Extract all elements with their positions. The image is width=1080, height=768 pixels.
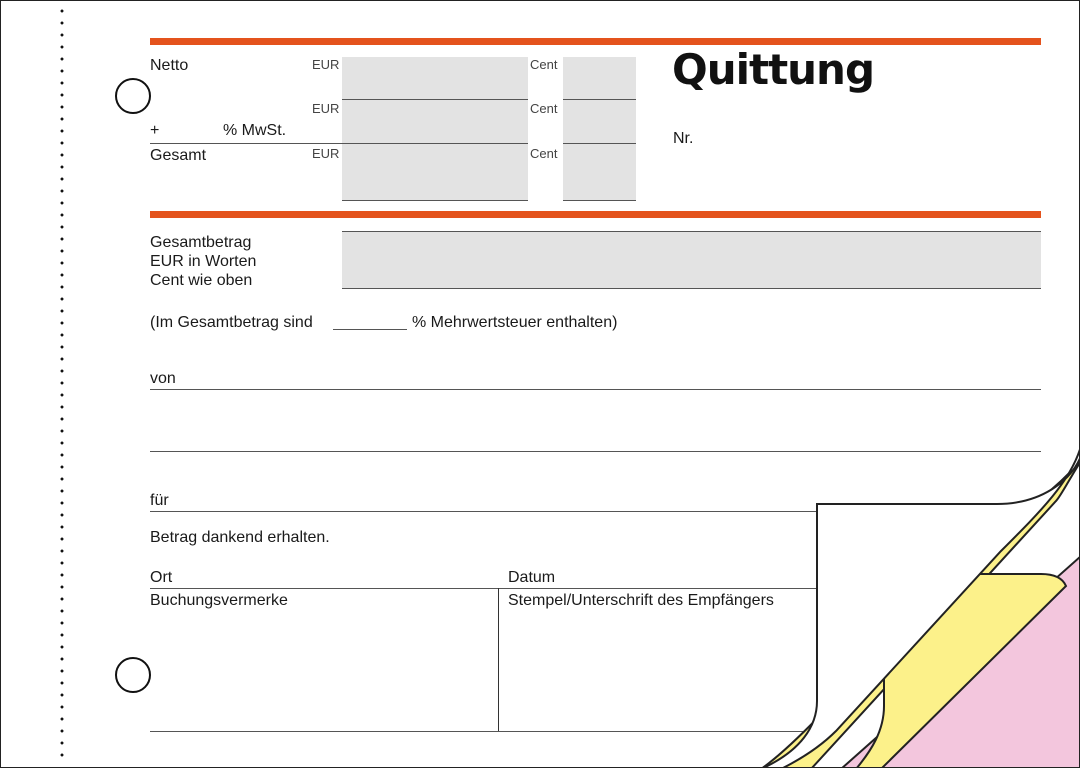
cent-label-mwst: Cent [530, 101, 558, 116]
cent-row-line-1 [563, 99, 636, 100]
punch-hole-bottom [115, 657, 151, 693]
signature-divider [498, 588, 499, 732]
netto-label: Netto [150, 57, 189, 74]
amount-in-words-field[interactable] [342, 231, 1041, 289]
eur-row-line-1 [342, 99, 528, 100]
cent-label-netto: Cent [530, 57, 558, 72]
von-line[interactable] [150, 389, 1041, 390]
von-label: von [150, 370, 176, 387]
vat-percent-blank[interactable] [333, 329, 407, 330]
stempel-label: Stempel/Unterschrift des Empfängers [508, 592, 774, 609]
nr-label: Nr. [673, 130, 694, 147]
eur-row-line-3 [342, 200, 528, 201]
gesamt-label: Gesamt [150, 147, 207, 164]
fuer-label: für [150, 492, 169, 509]
vat-sentence-suffix: % Mehrwertsteuer enthalten) [412, 314, 618, 331]
mwst-label: % MwSt. [223, 122, 287, 139]
orange-rule-middle [150, 211, 1041, 218]
mwst-underline [150, 143, 342, 144]
eur-row-line-2 [342, 143, 528, 144]
bottom-line [150, 731, 830, 732]
gesamtbetrag-label-1: Gesamtbetrag [150, 234, 252, 251]
gesamtbetrag-label-3: Cent wie oben [150, 272, 253, 289]
cent-amount-field[interactable] [563, 57, 636, 201]
ort-datum-line[interactable] [150, 588, 830, 589]
cent-row-line-2 [563, 143, 636, 144]
datum-label: Datum [508, 569, 556, 586]
copy-sheets-corner [741, 441, 1080, 768]
cent-row-line-3 [563, 200, 636, 201]
cent-label-gesamt: Cent [530, 146, 558, 161]
buchung-label: Buchungsvermerke [150, 592, 288, 609]
ort-label: Ort [150, 569, 173, 586]
eur-label-mwst: EUR [312, 101, 340, 116]
eur-amount-field[interactable] [342, 57, 528, 201]
punch-hole-top [115, 78, 151, 114]
perforation-line [60, 5, 64, 765]
eur-label-gesamt: EUR [312, 146, 340, 161]
page-title: Quittung [672, 45, 875, 94]
gesamtbetrag-label-2: EUR in Worten [150, 253, 257, 270]
orange-rule-top [150, 38, 1041, 45]
plus-label: + [150, 122, 160, 139]
eur-label-netto: EUR [312, 57, 340, 72]
fuer-line[interactable] [150, 511, 830, 512]
vat-sentence-prefix: (Im Gesamtbetrag sind [150, 314, 313, 331]
dank-label: Betrag dankend erhalten. [150, 529, 330, 546]
